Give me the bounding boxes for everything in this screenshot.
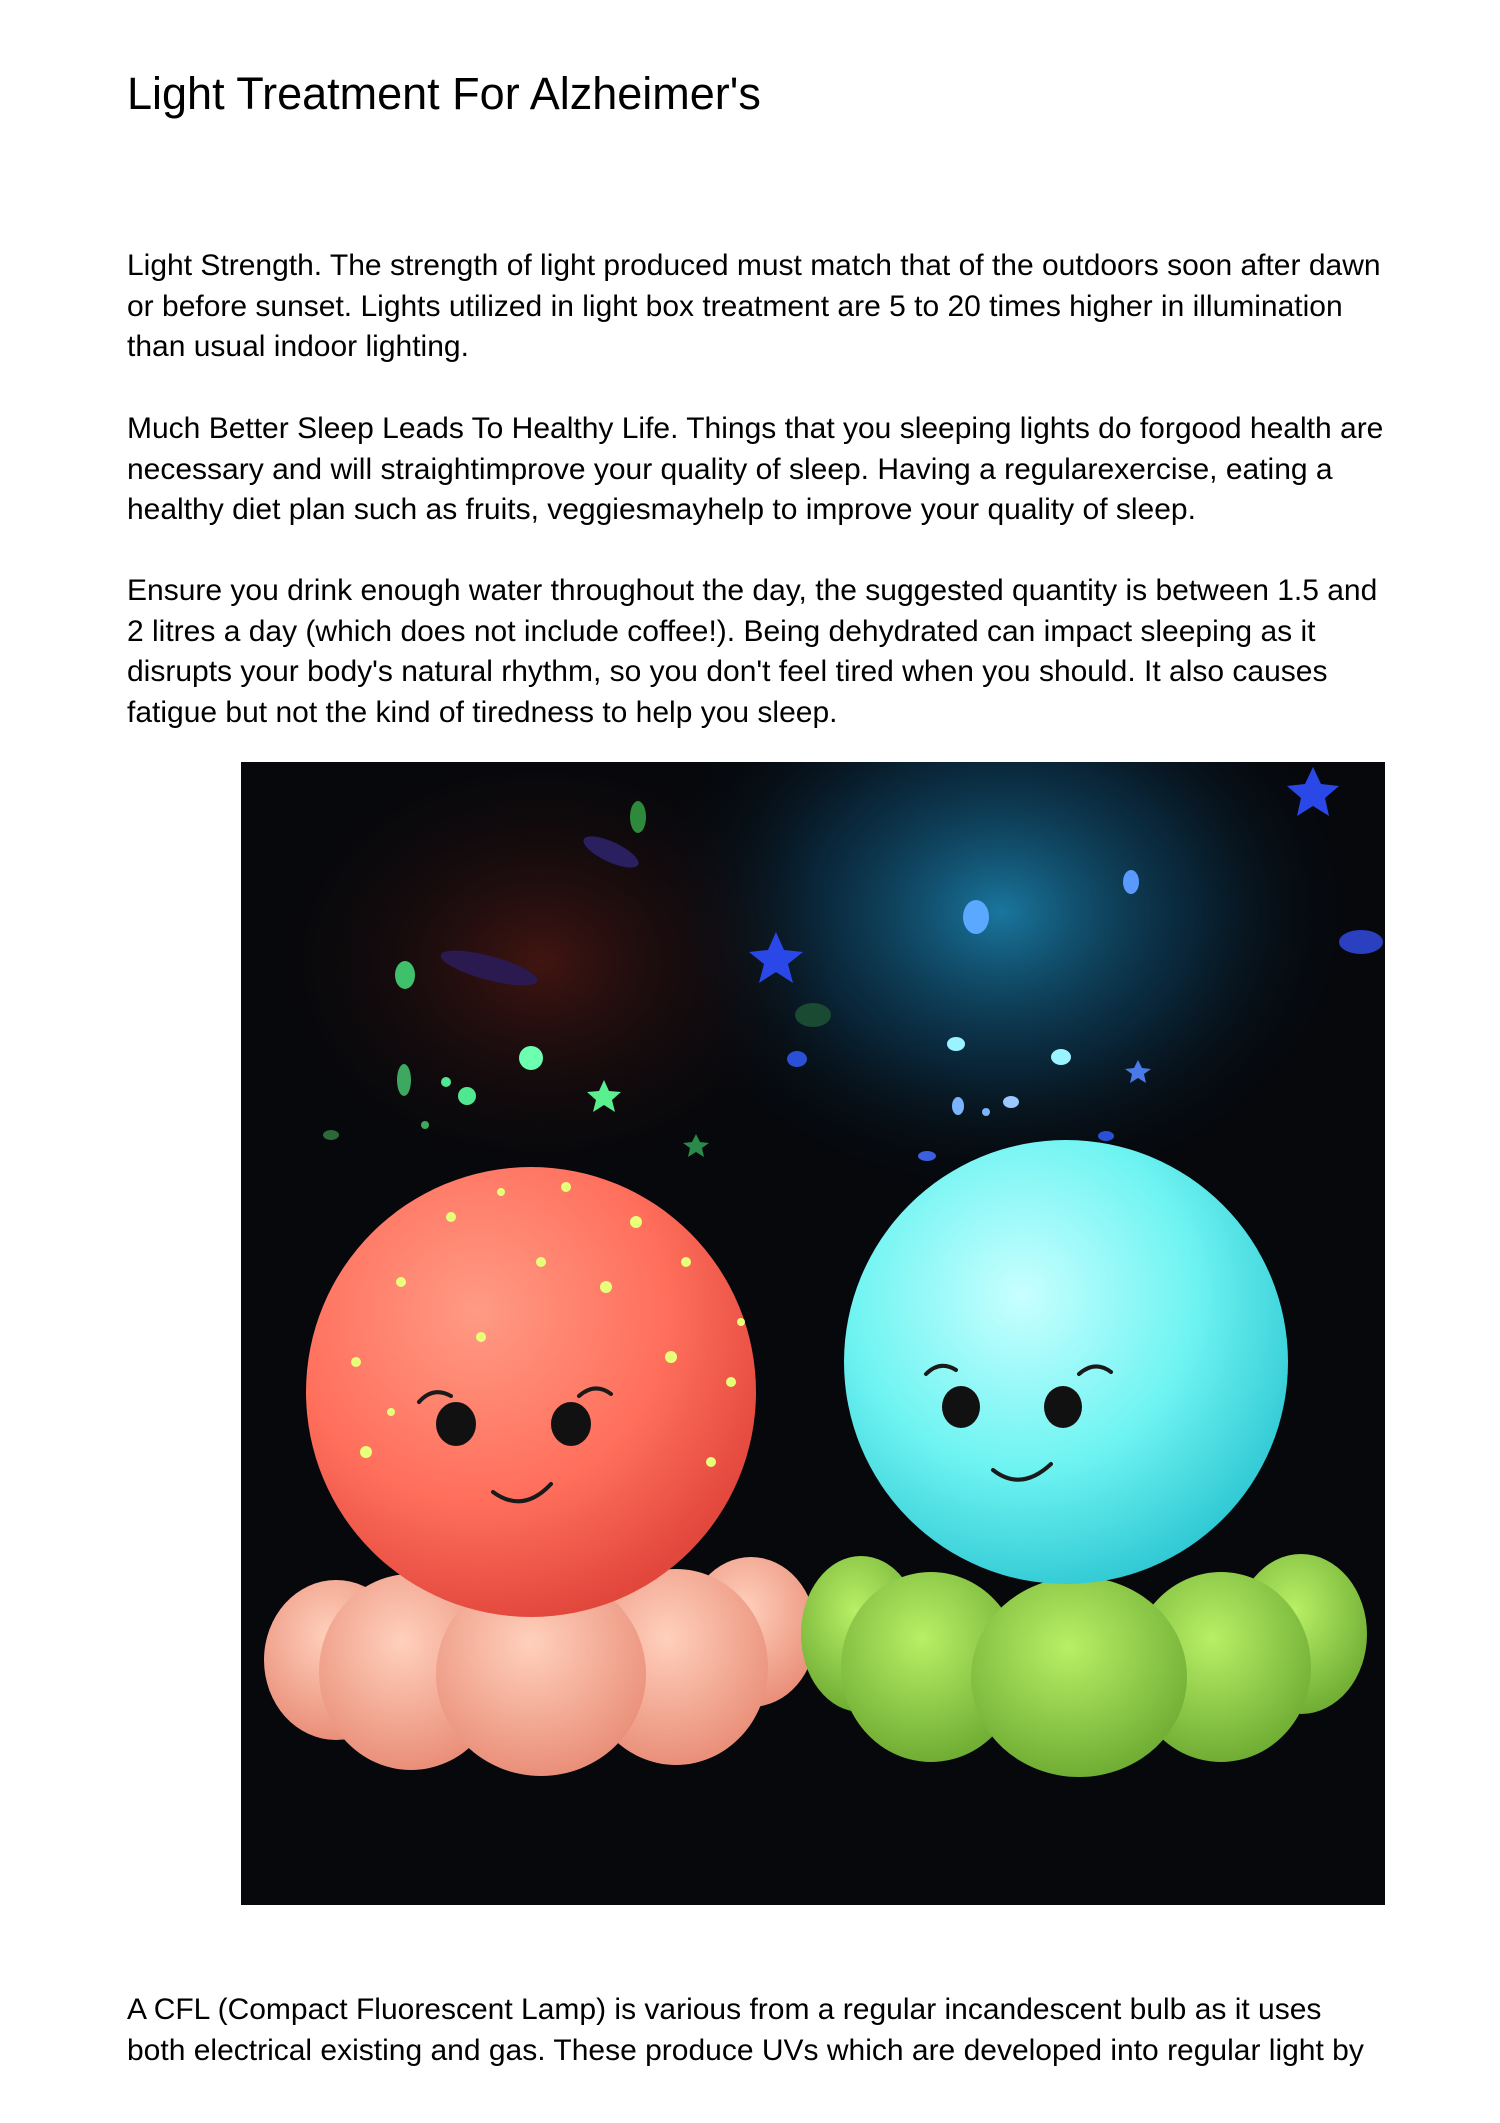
- paragraph-drink-water: Ensure you drink enough water throughout the day, the suggested quantity is between 1.5 and 2 litres a day (which does not include coffee!). Being dehydrated can impact sleeping as it disrupts your body's natural rhythm, so you don't feel tired when you should. It also causes fatigue but not the kind of tiredness to help you sleep.: [127, 574, 1378, 730]
- paragraph-cfl: A CFL (Compact Fluorescent Lamp) is various from a regular incandescent bulb as it uses both electrical existing and gas. These produce UVs which are developed into regular light by: [127, 1993, 1364, 2067]
- night-light-lamps-photo: [241, 762, 1385, 1905]
- paragraph-light-strength: Light Strength. The strength of light produced must match that of the outdoors soon after dawn or before sunset. Lights utilized in light box treatment are 5 to 20 times higher in illumination than usual indoor lighting.: [127, 249, 1381, 364]
- right-lamp: [844, 1140, 1288, 1584]
- left-lamp: [306, 1167, 756, 1617]
- page-title: Light Treatment For Alzheimer's: [127, 68, 761, 119]
- paragraph-better-sleep: Much Better Sleep Leads To Healthy Life. Things that you sleeping lights do forgood health are necessary and will straightimprove your quality of sleep. Having a regularexercise, eating a healthy diet plan such as fruits, veggiesmayhelp to improve your quality of sleep.: [127, 412, 1384, 527]
